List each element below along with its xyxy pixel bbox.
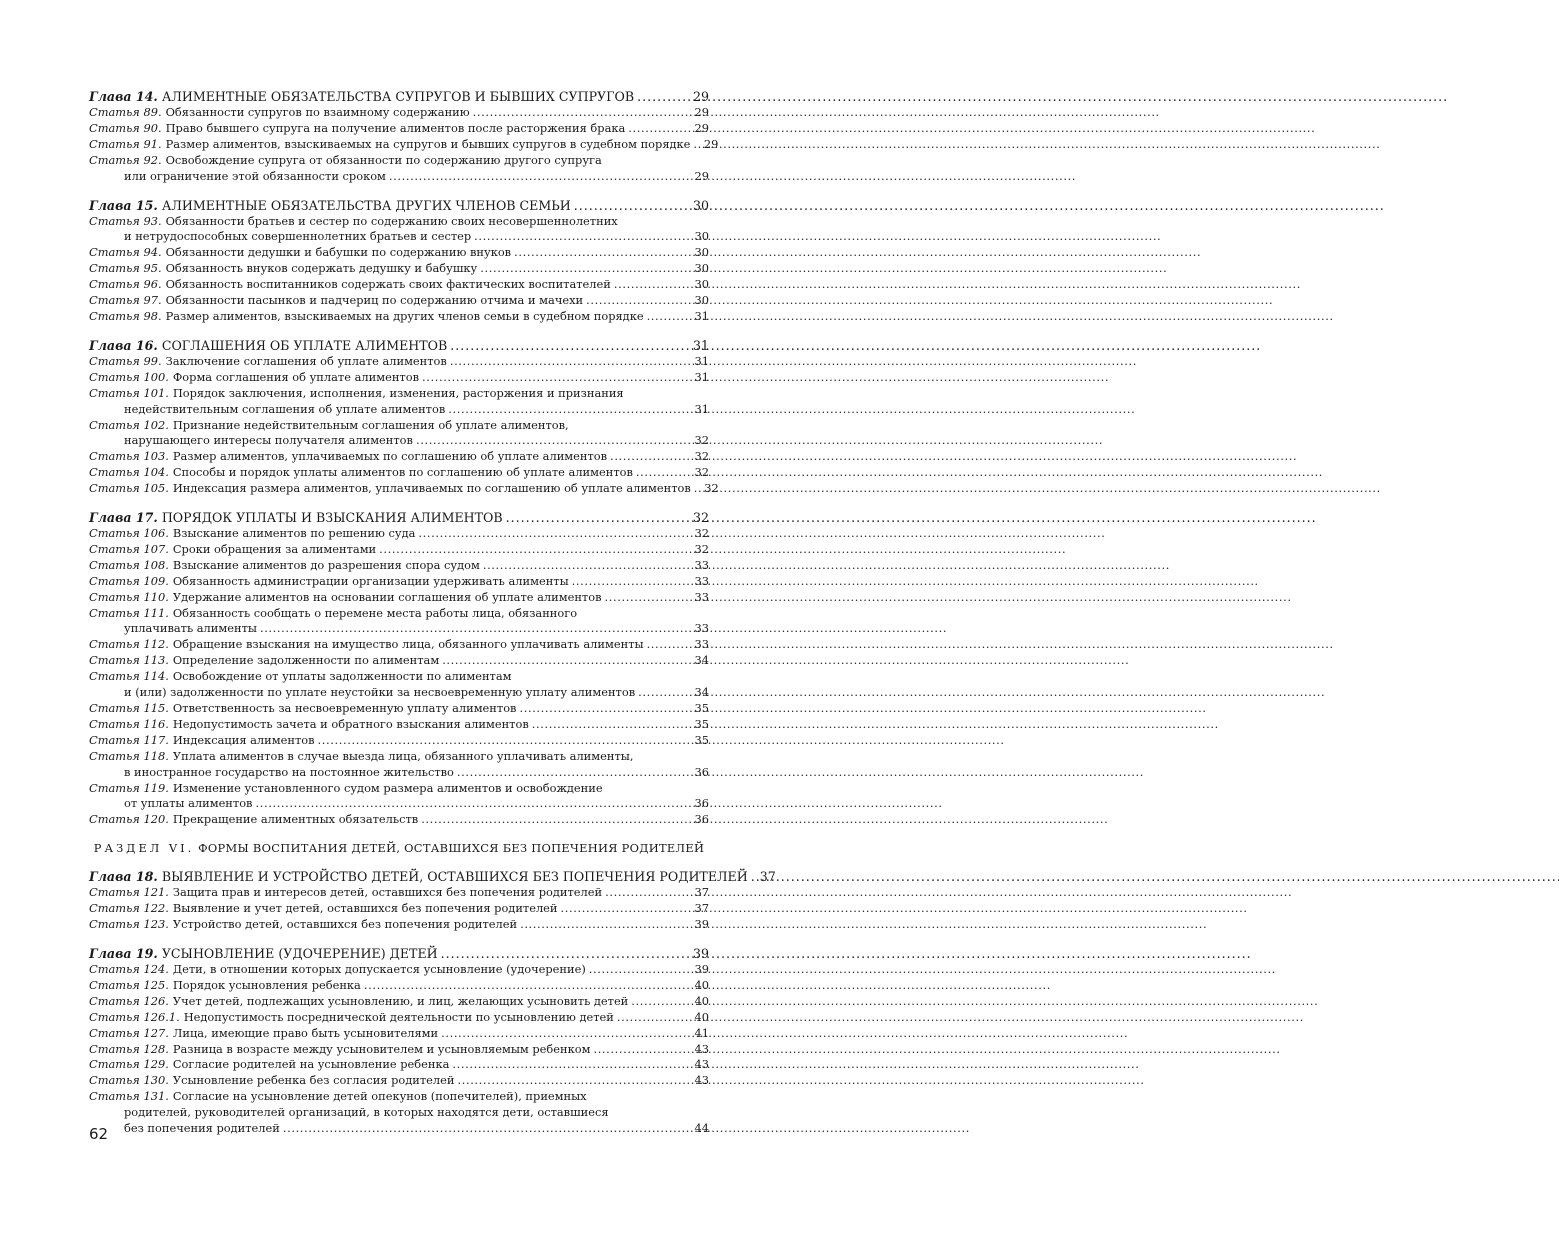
article-label: Статья 117.: [89, 732, 169, 747]
chapter-label: Глава 19.: [89, 945, 158, 961]
dot-leader: [480, 261, 690, 277]
toc-article: [89, 1010, 709, 1026]
article-label: Статья 113.: [89, 653, 169, 668]
article-label: Статья 129.: [89, 1057, 169, 1072]
article-page: 41: [694, 1025, 709, 1040]
article-title-continuation: уплачивать алименты: [124, 621, 257, 636]
page-number: 62: [89, 1125, 109, 1143]
dot-leader: [610, 449, 690, 465]
article-title: Учет детей, подлежащих усыновлению, и лиц, желающих усыновить детей: [172, 993, 629, 1008]
article-title: Обращение взыскания на имущество лица, обязанного уплачивать алименты: [172, 637, 644, 652]
article-page: 32: [694, 433, 709, 448]
article-title: Ответственность за несвоевременную уплату алиментов: [172, 701, 517, 715]
dot-leader: [457, 1073, 690, 1089]
toc-article-continuation: [89, 402, 709, 418]
section-heading: [89, 840, 709, 856]
toc-article-continuation: [89, 1121, 709, 1137]
article-label: Статья 98.: [89, 308, 162, 323]
article-title: Недопустимость посреднической деятельности по усыновлению детей: [183, 1009, 614, 1024]
article-label: Статья 101.: [89, 385, 169, 400]
toc-article: [89, 653, 709, 669]
article-title-continuation: от уплаты алиментов: [124, 796, 253, 811]
article-title: Удержание алиментов на основании соглашения об уплате алиментов: [172, 589, 602, 604]
article-page: 32: [694, 465, 709, 480]
article-title: Обязанности братьев и сестер по содержанию своих несовершеннолетних: [165, 213, 618, 228]
article-page: 30: [694, 245, 709, 260]
toc-chapter: [89, 509, 709, 526]
article-title: Прекращение алиментных обязательств: [172, 812, 419, 827]
article-title: Взыскание алиментов по решению суда: [172, 526, 416, 541]
article-title: Определение задолженности по алиментам: [172, 653, 440, 668]
toc-article: [89, 962, 709, 978]
dot-leader: [605, 590, 691, 606]
toc-article: [89, 214, 709, 230]
dot-leader: [628, 121, 690, 137]
toc-article: [89, 386, 709, 402]
dot-leader: [450, 354, 690, 370]
article-page: 33: [694, 573, 709, 588]
toc-article: [89, 418, 709, 434]
article-page: 32: [704, 481, 719, 496]
article-title: Дети, в отношении которых допускается усыновление (удочерение): [172, 961, 586, 976]
article-label: Статья 131.: [89, 1089, 169, 1104]
article-page: 30: [694, 293, 709, 308]
dot-leader: [593, 1042, 690, 1058]
chapter-page: 31: [692, 337, 709, 353]
toc-chapter: [89, 945, 709, 962]
article-page: 39: [694, 961, 709, 976]
toc-article-continuation: [89, 1105, 709, 1121]
dot-leader: [442, 653, 690, 669]
toc-article: [89, 449, 709, 465]
dot-leader: [636, 465, 690, 481]
article-title: Обязанности дедушки и бабушки по содержанию внуков: [165, 245, 512, 260]
toc-article: [89, 1089, 709, 1105]
article-title-continuation: в иностранное государство на постоянное жительство: [124, 764, 454, 779]
toc-chapter: [89, 88, 709, 105]
toc-article: [89, 105, 709, 121]
article-label: Статья 104.: [89, 465, 169, 480]
toc-article: [89, 277, 709, 293]
article-title: Порядок заключения, исполнения, изменения, расторжения и признания: [172, 385, 624, 400]
dot-leader: [631, 994, 690, 1010]
article-label: Статья 124.: [89, 961, 169, 976]
article-title: Согласие на усыновление детей опекунов (попечителей), приемных: [172, 1089, 587, 1104]
article-title: Освобождение от уплаты задолженности по алиментам: [172, 669, 512, 684]
chapter-spacer: [89, 185, 709, 197]
dot-leader: [416, 433, 690, 449]
article-title: Обязанность воспитанников содержать своих фактических воспитателей: [165, 277, 611, 292]
toc-article: [89, 261, 709, 277]
dot-leader: [520, 917, 690, 933]
toc-article-continuation: [89, 229, 709, 245]
toc-article: [89, 669, 709, 685]
toc-article-continuation: [89, 796, 709, 812]
article-page: 34: [694, 653, 709, 668]
chapter-page: 39: [692, 945, 709, 961]
article-title: Сроки обращения за алиментами: [172, 541, 377, 556]
article-label: Статья 126.1.: [89, 1009, 180, 1024]
article-page: 31: [694, 353, 709, 368]
article-label: Статья 126.: [89, 993, 169, 1008]
toc-article: [89, 917, 709, 933]
article-page: 33: [694, 589, 709, 604]
article-title-continuation: родителей, руководителей организаций, в которых находятся дети, оставшиеся: [124, 1105, 609, 1120]
chapter-page: 29: [692, 89, 709, 104]
dot-leader: [450, 337, 690, 354]
chapter-title: СОГЛАШЕНИЯ ОБ УПЛАТЕ АЛИМЕНТОВ: [161, 337, 448, 353]
toc-article-continuation: [89, 765, 709, 781]
dot-leader: [506, 509, 690, 526]
toc-article: [89, 153, 709, 169]
toc-article: [89, 717, 709, 733]
toc-article: [89, 136, 719, 153]
toc-article: [89, 1073, 709, 1089]
chapter-title: УСЫНОВЛЕНИЕ (УДОЧЕРЕНИЕ) ДЕТЕЙ: [161, 945, 438, 961]
toc-article: [89, 1026, 709, 1042]
article-label: Статья 92.: [89, 152, 162, 167]
article-title: Обязанности пасынков и падчериц по содержанию отчима и мачехи: [165, 293, 584, 308]
article-title: Взыскание алиментов до разрешения спора судом: [172, 557, 480, 572]
dot-leader: [647, 637, 690, 653]
article-label: Статья 96.: [89, 277, 162, 292]
article-page: 39: [694, 917, 709, 932]
table-of-contents: [89, 88, 776, 1137]
dot-leader: [647, 309, 690, 325]
dot-leader: [694, 481, 700, 497]
article-title-continuation: нарушающего интересы получателя алиментов: [124, 433, 413, 448]
chapter-spacer: [89, 933, 709, 945]
dot-leader: [441, 1026, 690, 1042]
toc-article: [89, 1057, 709, 1073]
article-label: Статья 94.: [89, 245, 162, 260]
article-label: Статья 91.: [89, 136, 162, 151]
article-page: 33: [694, 637, 709, 652]
article-label: Статья 128.: [89, 1041, 169, 1056]
chapter-title: ПОРЯДОК УПЛАТЫ И ВЗЫСКАНИЯ АЛИМЕНТОВ: [161, 510, 503, 526]
dot-leader: [586, 293, 690, 309]
toc-article: [89, 465, 709, 481]
chapter-label: Глава 17.: [89, 510, 158, 526]
article-page: 40: [694, 977, 709, 992]
article-label: Статья 130.: [89, 1073, 169, 1088]
article-page: 30: [694, 261, 709, 276]
toc-article: [89, 481, 719, 497]
toc-article: [89, 978, 709, 994]
article-title: Лица, имеющие право быть усыновителями: [172, 1025, 439, 1040]
article-page: 31: [694, 369, 709, 384]
dot-leader: [574, 197, 690, 214]
article-title: Право бывшего супруга на получение алиментов после расторжения брака: [165, 120, 626, 135]
toc-article: [89, 606, 709, 622]
article-title: Заключение соглашения об уплате алиментов: [165, 353, 447, 368]
article-title-continuation: и (или) задолженности по уплате неустойки за несвоевременную уплату алиментов: [124, 685, 636, 700]
article-label: Статья 99.: [89, 353, 162, 368]
article-title: Уплата алиментов в случае выезда лица, обязанного уплачивать алименты,: [172, 748, 634, 763]
toc-article: [89, 354, 709, 370]
toc-article: [89, 309, 709, 325]
article-title: Форма соглашения об уплате алиментов: [172, 369, 419, 384]
dot-leader: [452, 1057, 690, 1073]
dot-leader: [483, 558, 690, 574]
article-label: Статья 100.: [89, 369, 169, 384]
article-label: Статья 106.: [89, 526, 169, 541]
article-title: Согласие родителей на усыновление ребенка: [172, 1057, 450, 1072]
article-title: Освобождение супруга от обязанности по содержанию другого супруга: [165, 152, 602, 167]
article-label: Статья 114.: [89, 669, 169, 684]
toc-article: [89, 526, 709, 542]
article-title: Защита прав и интересов детей, оставшихся без попечения родителей: [172, 885, 603, 900]
article-label: Статья 109.: [89, 573, 169, 588]
dot-leader: [318, 733, 690, 749]
toc-article: [89, 637, 709, 653]
dot-leader: [379, 542, 690, 558]
article-title-continuation: и нетрудоспособных совершеннолетних братьев и сестер: [124, 229, 472, 244]
article-title: Устройство детей, оставшихся без попечения родителей: [172, 917, 518, 932]
toc-article: [89, 994, 709, 1010]
article-title: Обязанность сообщать о перемене места работы лица, обязанного: [172, 605, 578, 620]
article-title: Признание недействительным соглашения об уплате алиментов,: [172, 417, 569, 432]
dot-leader: [532, 717, 690, 733]
article-label: Статья 103.: [89, 449, 169, 464]
article-page: 32: [694, 541, 709, 556]
article-page: 40: [694, 993, 709, 1008]
toc-article-continuation: [89, 685, 709, 701]
toc-article-continuation: [89, 433, 709, 449]
toc-article: [89, 1042, 709, 1058]
article-page: 40: [694, 1009, 709, 1024]
article-label: Статья 102.: [89, 417, 169, 432]
dot-leader: [474, 229, 690, 245]
article-label: Статья 90.: [89, 120, 162, 135]
article-title: Выявление и учет детей, оставшихся без попечения родителей: [172, 901, 558, 916]
toc-article-continuation: [89, 169, 709, 185]
article-label: Статья 125.: [89, 977, 169, 992]
toc-article: [89, 293, 709, 309]
dot-leader: [637, 88, 690, 105]
toc-article: [89, 733, 709, 749]
dot-leader: [283, 1121, 690, 1137]
article-title: Размер алиментов, взыскиваемых на супругов и бывших супругов в судебном порядке: [165, 136, 691, 151]
dot-leader: [422, 370, 690, 386]
dot-leader: [519, 701, 690, 717]
article-page: 44: [694, 1121, 709, 1136]
toc-article: [89, 558, 709, 574]
article-title: Обязанность внуков содержать дедушку и бабушку: [165, 261, 478, 276]
article-label: Статья 127.: [89, 1025, 169, 1040]
chapter-page: 37: [759, 869, 776, 885]
article-page: 29: [694, 168, 709, 183]
article-label: Статья 110.: [89, 589, 169, 604]
toc-article: [89, 749, 709, 765]
article-page: 35: [694, 716, 709, 731]
article-label: Статья 107.: [89, 541, 169, 556]
article-label: Статья 105.: [89, 481, 169, 496]
article-title: Способы и порядок уплаты алиментов по соглашению об уплате алиментов: [172, 465, 633, 480]
dot-leader: [561, 901, 690, 917]
chapter-label: Глава 16.: [89, 337, 158, 353]
article-title: Недопустимость зачета и обратного взыскания алиментов: [172, 716, 529, 731]
article-page: 36: [694, 796, 709, 811]
article-page: 32: [694, 526, 709, 541]
article-title: Усыновление ребенка без согласия родителей: [172, 1073, 455, 1088]
article-page: 34: [694, 685, 709, 700]
toc-chapter: [89, 197, 709, 214]
toc-article: [89, 901, 709, 917]
article-page: 31: [694, 401, 709, 416]
chapter-spacer: [89, 325, 709, 337]
toc-article: [89, 885, 709, 901]
toc-article: [89, 781, 709, 797]
article-label: Статья 116.: [89, 716, 169, 731]
article-page: 29: [694, 120, 709, 135]
dot-leader: [457, 765, 690, 781]
article-title: Размер алиментов, уплачиваемых по соглашению об уплате алиментов: [172, 449, 608, 464]
dot-leader: [421, 812, 690, 828]
dot-leader: [751, 868, 757, 885]
chapter-title: АЛИМЕНТНЫЕ ОБЯЗАТЕЛЬСТВА ДРУГИХ ЧЛЕНОВ СЕМЬИ: [161, 197, 571, 213]
dot-leader: [617, 1010, 690, 1026]
dot-leader: [255, 796, 690, 812]
toc-article: [89, 812, 709, 828]
article-label: Статья 108.: [89, 557, 169, 572]
dot-leader: [514, 245, 690, 261]
article-page: 43: [694, 1073, 709, 1088]
toc-article: [89, 542, 709, 558]
article-label: Статья 97.: [89, 293, 162, 308]
toc-article: [89, 574, 709, 590]
article-label: Статья 121.: [89, 885, 169, 900]
dot-leader: [572, 574, 690, 590]
article-label: Статья 112.: [89, 637, 169, 652]
article-label: Статья 118.: [89, 748, 169, 763]
chapter-page: 30: [692, 197, 709, 213]
chapter-label: Глава 14.: [89, 89, 158, 104]
article-title: Индексация размера алиментов, уплачиваемых по соглашению об уплате алиментов: [172, 481, 691, 496]
article-title: Индексация алиментов: [172, 732, 315, 747]
article-title: Обязанность администрации организации удерживать алименты: [172, 573, 569, 588]
toc-chapter: [89, 337, 709, 354]
article-page: 43: [694, 1041, 709, 1056]
article-title: Обязанности супругов по взаимному содержанию: [165, 105, 470, 119]
dot-leader: [693, 137, 699, 153]
article-title-continuation: без попечения родителей: [124, 1121, 280, 1136]
dot-leader: [638, 685, 690, 701]
article-page: 32: [694, 449, 709, 464]
article-label: Статья 95.: [89, 261, 162, 276]
article-title: Порядок усыновления ребенка: [172, 977, 361, 992]
article-label: Статья 89.: [89, 105, 162, 119]
dot-leader: [473, 105, 690, 121]
article-page: 37: [694, 885, 709, 900]
toc-article: [89, 590, 709, 606]
toc-chapter: [89, 868, 776, 885]
toc-article: [89, 245, 709, 261]
article-page: 35: [694, 701, 709, 715]
article-label: Статья 115.: [89, 701, 169, 715]
article-label: Статья 120.: [89, 812, 169, 827]
article-label: Статья 123.: [89, 917, 169, 932]
dot-leader: [589, 962, 690, 978]
article-label: Статья 111.: [89, 605, 169, 620]
chapter-spacer: [89, 497, 709, 509]
chapter-label: Глава 15.: [89, 197, 158, 213]
dot-leader: [441, 945, 690, 962]
article-page: 30: [694, 229, 709, 244]
dot-leader: [364, 978, 690, 994]
chapter-label: Глава 18.: [89, 869, 158, 885]
article-title-continuation: недействительным соглашения об уплате алиментов: [124, 401, 446, 416]
dot-leader: [418, 526, 690, 542]
article-page: 30: [694, 277, 709, 292]
article-page: 29: [703, 136, 719, 151]
article-page: 31: [694, 308, 709, 323]
dot-leader: [260, 621, 690, 637]
article-page: 35: [694, 732, 709, 747]
toc-article: [89, 701, 709, 717]
article-title: Размер алиментов, взыскиваемых на других членов семьи в судебном порядке: [165, 308, 644, 323]
article-label: Статья 119.: [89, 780, 169, 795]
article-page: 37: [694, 901, 709, 916]
article-page: 29: [694, 105, 709, 119]
dot-leader: [614, 277, 690, 293]
chapter-page: 32: [692, 510, 709, 526]
article-page: 33: [694, 557, 709, 572]
dot-leader: [448, 402, 690, 418]
dot-leader: [389, 169, 690, 185]
chapter-title: АЛИМЕНТНЫЕ ОБЯЗАТЕЛЬСТВА СУПРУГОВ И БЫВШИХ СУПРУГОВ: [161, 89, 635, 104]
section-title: ФОРМЫ ВОСПИТАНИЯ ДЕТЕЙ, ОСТАВШИХСЯ БЕЗ ПОПЕЧЕНИЯ РОДИТЕЛЕЙ: [198, 841, 705, 856]
toc-article-continuation: [89, 621, 709, 637]
article-title: Изменение установленного судом размера алиментов и освобождение: [172, 780, 603, 795]
toc-article: [89, 370, 709, 386]
dot-leader: [605, 885, 690, 901]
toc-article: [89, 121, 709, 137]
chapter-title: ВЫЯВЛЕНИЕ И УСТРОЙСТВО ДЕТЕЙ, ОСТАВШИХСЯ БЕЗ ПОПЕЧЕНИЯ РОДИТЕЛЕЙ: [161, 869, 748, 885]
article-label: Статья 122.: [89, 901, 169, 916]
section-label: РАЗДЕЛ VI.: [93, 841, 195, 856]
article-label: Статья 93.: [89, 213, 162, 228]
article-page: 43: [694, 1057, 709, 1072]
article-page: 36: [694, 812, 709, 827]
article-title: Разница в возрасте между усыновителем и усыновляемым ребенком: [172, 1041, 591, 1056]
article-title-continuation: или ограничение этой обязанности сроком: [124, 168, 386, 183]
article-page: 33: [694, 621, 709, 636]
article-page: 36: [694, 764, 709, 779]
